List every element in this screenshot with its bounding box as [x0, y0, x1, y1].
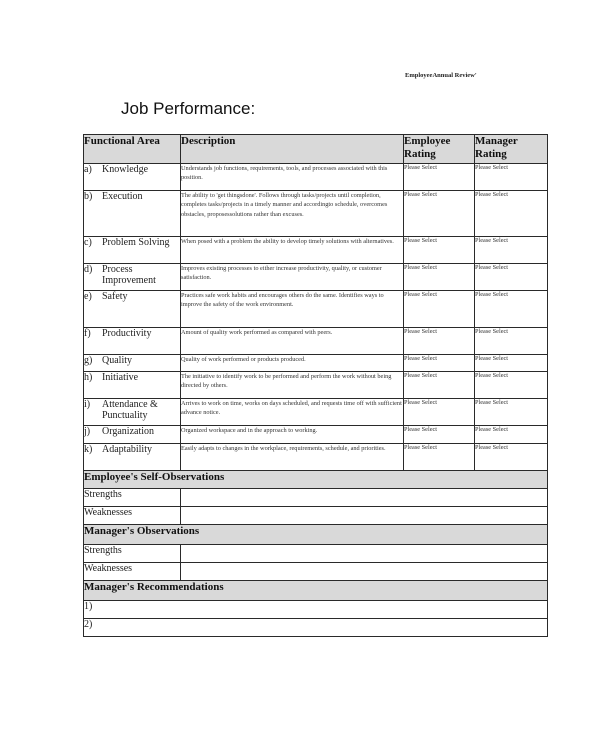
employee-rating-select[interactable]: Please Select	[404, 355, 475, 372]
table-row	[84, 237, 548, 264]
employee-rating-select[interactable]: Please Select	[404, 191, 475, 237]
header-description: Description	[181, 135, 404, 164]
area-label: Execution	[102, 191, 143, 202]
description-cell: The initiative to identify work to be performed and perform the work without being directed by others.	[181, 372, 404, 399]
recommendation-2-field[interactable]: 2)	[84, 619, 548, 637]
area-label: Attendance & Punctuality	[102, 399, 158, 421]
functional-area-cell	[84, 191, 181, 237]
performance-table	[83, 134, 548, 637]
row-letter: a)	[84, 164, 92, 175]
functional-area-cell	[84, 291, 181, 328]
functional-area-cell	[84, 399, 181, 426]
manager-rating-select[interactable]: Please Select	[475, 237, 548, 264]
employee-rating-select[interactable]: Please Select	[404, 372, 475, 399]
area-label: Organization	[102, 426, 155, 437]
row-letter: h)	[84, 372, 93, 383]
employee-rating-select[interactable]: Please Select	[404, 264, 475, 291]
manager-rating-select[interactable]: Please Select	[475, 399, 548, 426]
description-cell: Amount of quality work performed as compared with peers.	[181, 328, 404, 355]
area-label: Productivity	[102, 328, 152, 339]
employee-rating-select[interactable]: Please Select	[404, 291, 475, 328]
area-label: Process Improvement	[102, 264, 156, 286]
manager-rating-select[interactable]: Please Select	[475, 328, 548, 355]
manager-observations-heading: Manager's Observations	[84, 525, 548, 545]
functional-area-cell	[84, 426, 181, 444]
section-header-row	[84, 471, 548, 489]
description-cell: The ability to 'get thingsdone'. Follows through tasks/projects until completion, completes tasks/projects in a timely manner and accordingto schedule, overcomes obstacles, proposessolutions rather than excuses.	[181, 191, 404, 237]
row-letter: f)	[84, 328, 91, 339]
description-cell: Improves existing processes to either increase productivity, quality, or customer satisfaction.	[181, 264, 404, 291]
employee-rating-select[interactable]: Please Select	[404, 328, 475, 355]
manager-rating-select[interactable]: Please Select	[475, 264, 548, 291]
area-label: Adaptability	[102, 444, 152, 455]
row-letter: k)	[84, 444, 93, 455]
employee-rating-select[interactable]: Please Select	[404, 444, 475, 471]
employee-rating-select[interactable]: Please Select	[404, 164, 475, 191]
row-letter: d)	[84, 264, 93, 275]
functional-area-cell	[84, 264, 181, 291]
manager-rating-select[interactable]: Please Select	[475, 426, 548, 444]
recommendations-heading: Manager's Recommendations	[84, 581, 548, 601]
recommendation-1-field[interactable]: 1)	[84, 601, 548, 619]
table-row	[84, 507, 548, 525]
functional-area-cell	[84, 444, 181, 471]
header-employee-rating: Employee Rating	[404, 135, 475, 164]
description-cell: Easily adapts to changes in the workplace, requirements, schedule, and priorities.	[181, 444, 404, 471]
employee-rating-select[interactable]: Please Select	[404, 399, 475, 426]
row-letter: e)	[84, 291, 92, 302]
table-row	[84, 563, 548, 581]
strengths-label: Strengths	[84, 545, 181, 563]
description-cell: When posed with a problem the ability to develop timely solutions with alternatives.	[181, 237, 404, 264]
functional-area-cell	[84, 372, 181, 399]
table-row	[84, 164, 548, 191]
table-row	[84, 264, 548, 291]
section-header-row	[84, 581, 548, 601]
table-row	[84, 619, 548, 637]
manager-rating-select[interactable]: Please Select	[475, 291, 548, 328]
functional-area-cell	[84, 328, 181, 355]
weaknesses-label: Weaknesses	[84, 507, 181, 525]
functional-area-cell	[84, 355, 181, 372]
row-letter: g)	[84, 355, 93, 366]
page-title: Job Performance:	[121, 99, 256, 118]
description-cell: Practices safe work habits and encourages others do the same. Identifies ways to improve the safety of the work environment.	[181, 291, 404, 328]
self-observations-heading: Employee's Self-Observations	[84, 471, 548, 489]
row-letter: j)	[84, 426, 91, 437]
manager-rating-select[interactable]: Please Select	[475, 372, 548, 399]
description-cell: Organized workspace and in the approach to working.	[181, 426, 404, 444]
table-row	[84, 328, 548, 355]
employee-rating-select[interactable]: Please Select	[404, 237, 475, 264]
manager-strengths-field[interactable]	[181, 545, 548, 563]
area-label: Knowledge	[102, 164, 149, 175]
header-functional-area: Functional Area	[84, 135, 181, 164]
table-row	[84, 355, 548, 372]
functional-area-cell	[84, 237, 181, 264]
table-row	[84, 399, 548, 426]
table-row	[84, 372, 548, 399]
table-row	[84, 444, 548, 471]
self-strengths-field[interactable]	[181, 489, 548, 507]
table-row	[84, 426, 548, 444]
employee-rating-select[interactable]: Please Select	[404, 426, 475, 444]
description-cell: Understands job functions, requirements, tools, and processes associated with this position.	[181, 164, 404, 191]
row-letter: c)	[84, 237, 92, 248]
manager-rating-select[interactable]: Please Select	[475, 355, 548, 372]
weaknesses-label: Weaknesses	[84, 563, 181, 581]
table-row	[84, 291, 548, 328]
description-cell: Arrives to work on time, works on days scheduled, and requests time off with sufficient advance notice.	[181, 399, 404, 426]
table-row	[84, 545, 548, 563]
manager-rating-select[interactable]: Please Select	[475, 444, 548, 471]
table-row	[84, 601, 548, 619]
strengths-label: Strengths	[84, 489, 181, 507]
description-cell: Quality of work performed or products produced.	[181, 355, 404, 372]
row-letter: i)	[84, 399, 91, 410]
functional-area-cell	[84, 164, 181, 191]
row-letter: b)	[84, 191, 93, 202]
manager-rating-select[interactable]: Please Select	[475, 164, 548, 191]
area-label: Initiative	[102, 372, 139, 383]
section-header-row	[84, 525, 548, 545]
area-label: Safety	[102, 291, 128, 302]
manager-weaknesses-field[interactable]	[181, 563, 548, 581]
table-row	[84, 489, 548, 507]
self-weaknesses-field[interactable]	[181, 507, 548, 525]
area-label: Problem Solving	[102, 237, 170, 248]
area-label: Quality	[102, 355, 132, 366]
running-header: EmployeeAnnual Review'	[405, 72, 477, 79]
header-manager-rating: Manager Rating	[475, 135, 548, 164]
table-header-row	[84, 135, 548, 164]
table-row	[84, 191, 548, 237]
manager-rating-select[interactable]: Please Select	[475, 191, 548, 237]
